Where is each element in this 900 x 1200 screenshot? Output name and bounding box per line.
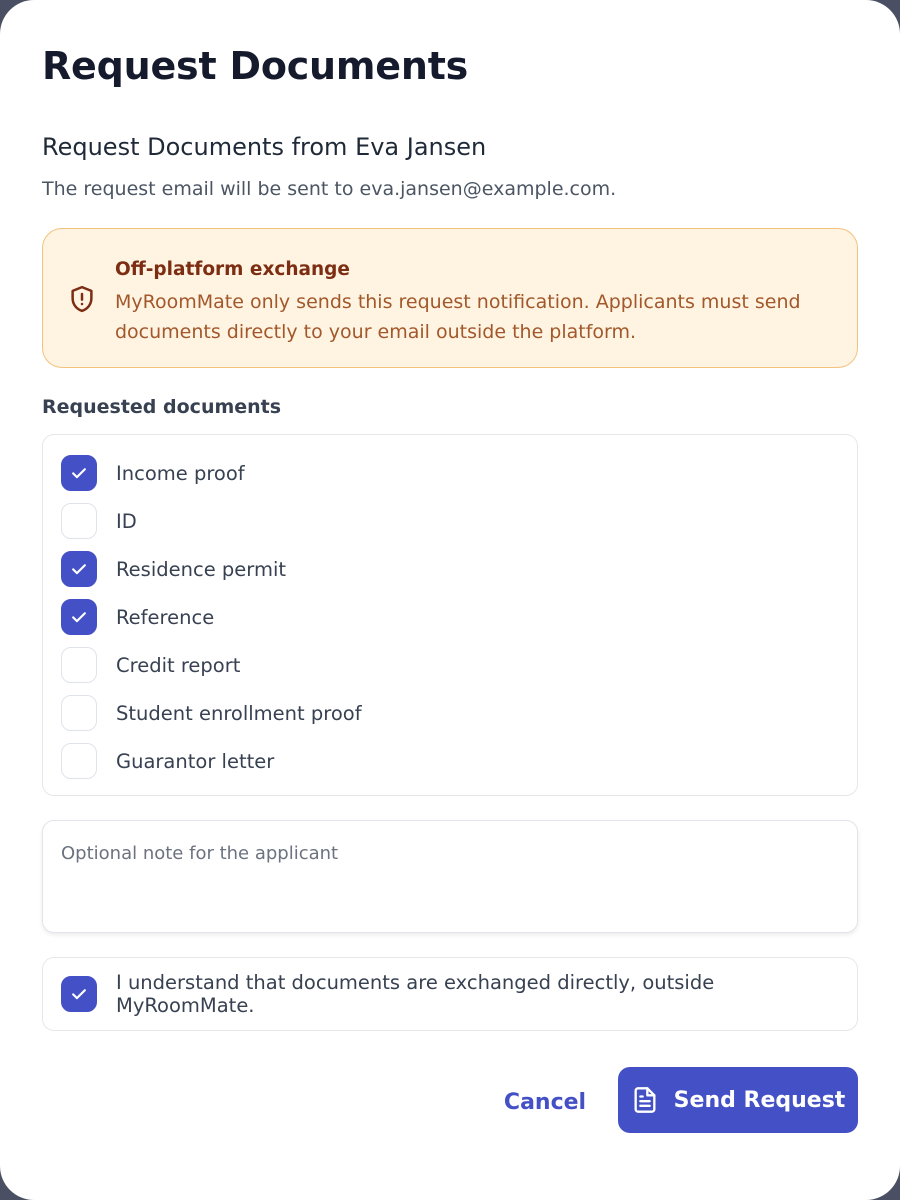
document-label: Guarantor letter [116, 749, 275, 773]
document-option-credit-report[interactable] [61, 646, 821, 684]
check-icon [69, 559, 89, 579]
document-checkbox[interactable] [61, 599, 97, 635]
check-icon [69, 984, 89, 1004]
acknowledgement-option[interactable] [61, 971, 821, 1017]
document-icon [631, 1084, 659, 1116]
document-checkbox[interactable] [61, 647, 97, 683]
document-checkbox[interactable] [61, 455, 97, 491]
document-checkbox[interactable] [61, 695, 97, 731]
off-platform-warning [42, 228, 858, 368]
send-request-label: Send Request [673, 1087, 846, 1113]
acknowledgement-label: I understand that documents are exchanged directly, outside MyRoomMate. [116, 971, 715, 1017]
check-icon [69, 607, 89, 627]
send-request-button[interactable] [618, 1067, 858, 1133]
document-label: Reference [116, 605, 215, 629]
dialog-title: Request Documents [42, 44, 469, 88]
document-option-income-proof[interactable] [61, 454, 821, 492]
document-option-id[interactable] [61, 502, 821, 540]
acknowledgement-box [42, 957, 858, 1031]
document-label: Residence permit [116, 557, 287, 581]
document-label: ID [116, 509, 137, 533]
document-option-reference[interactable] [61, 598, 821, 636]
applicant-note-input[interactable] [42, 820, 858, 933]
requested-documents-list [42, 434, 858, 796]
warning-title: Off-platform exchange [115, 259, 350, 280]
acknowledgement-checkbox[interactable] [61, 976, 97, 1012]
document-option-residence-permit[interactable] [61, 550, 821, 588]
dialog-description: The request email will be sent to eva.jansen@example.com. [42, 178, 617, 200]
document-checkbox[interactable] [61, 551, 97, 587]
document-label: Income proof [116, 461, 245, 485]
document-checkbox[interactable] [61, 743, 97, 779]
cancel-button[interactable]: Cancel [488, 1082, 602, 1122]
document-option-student-enrollment-proof[interactable] [61, 694, 821, 732]
dialog-subtitle: Request Documents from Eva Jansen [42, 133, 487, 161]
requested-documents-label: Requested documents [42, 396, 282, 418]
shield-alert-icon [67, 283, 97, 315]
document-checkbox[interactable] [61, 503, 97, 539]
document-option-guarantor-letter[interactable] [61, 742, 821, 780]
document-label: Student enrollment proof [116, 701, 362, 725]
check-icon [69, 463, 89, 483]
warning-body: MyRoomMate only sends this request notification. Applicants must send documents directly to your email outside the platform. [115, 291, 801, 343]
document-label: Credit report [116, 653, 241, 677]
